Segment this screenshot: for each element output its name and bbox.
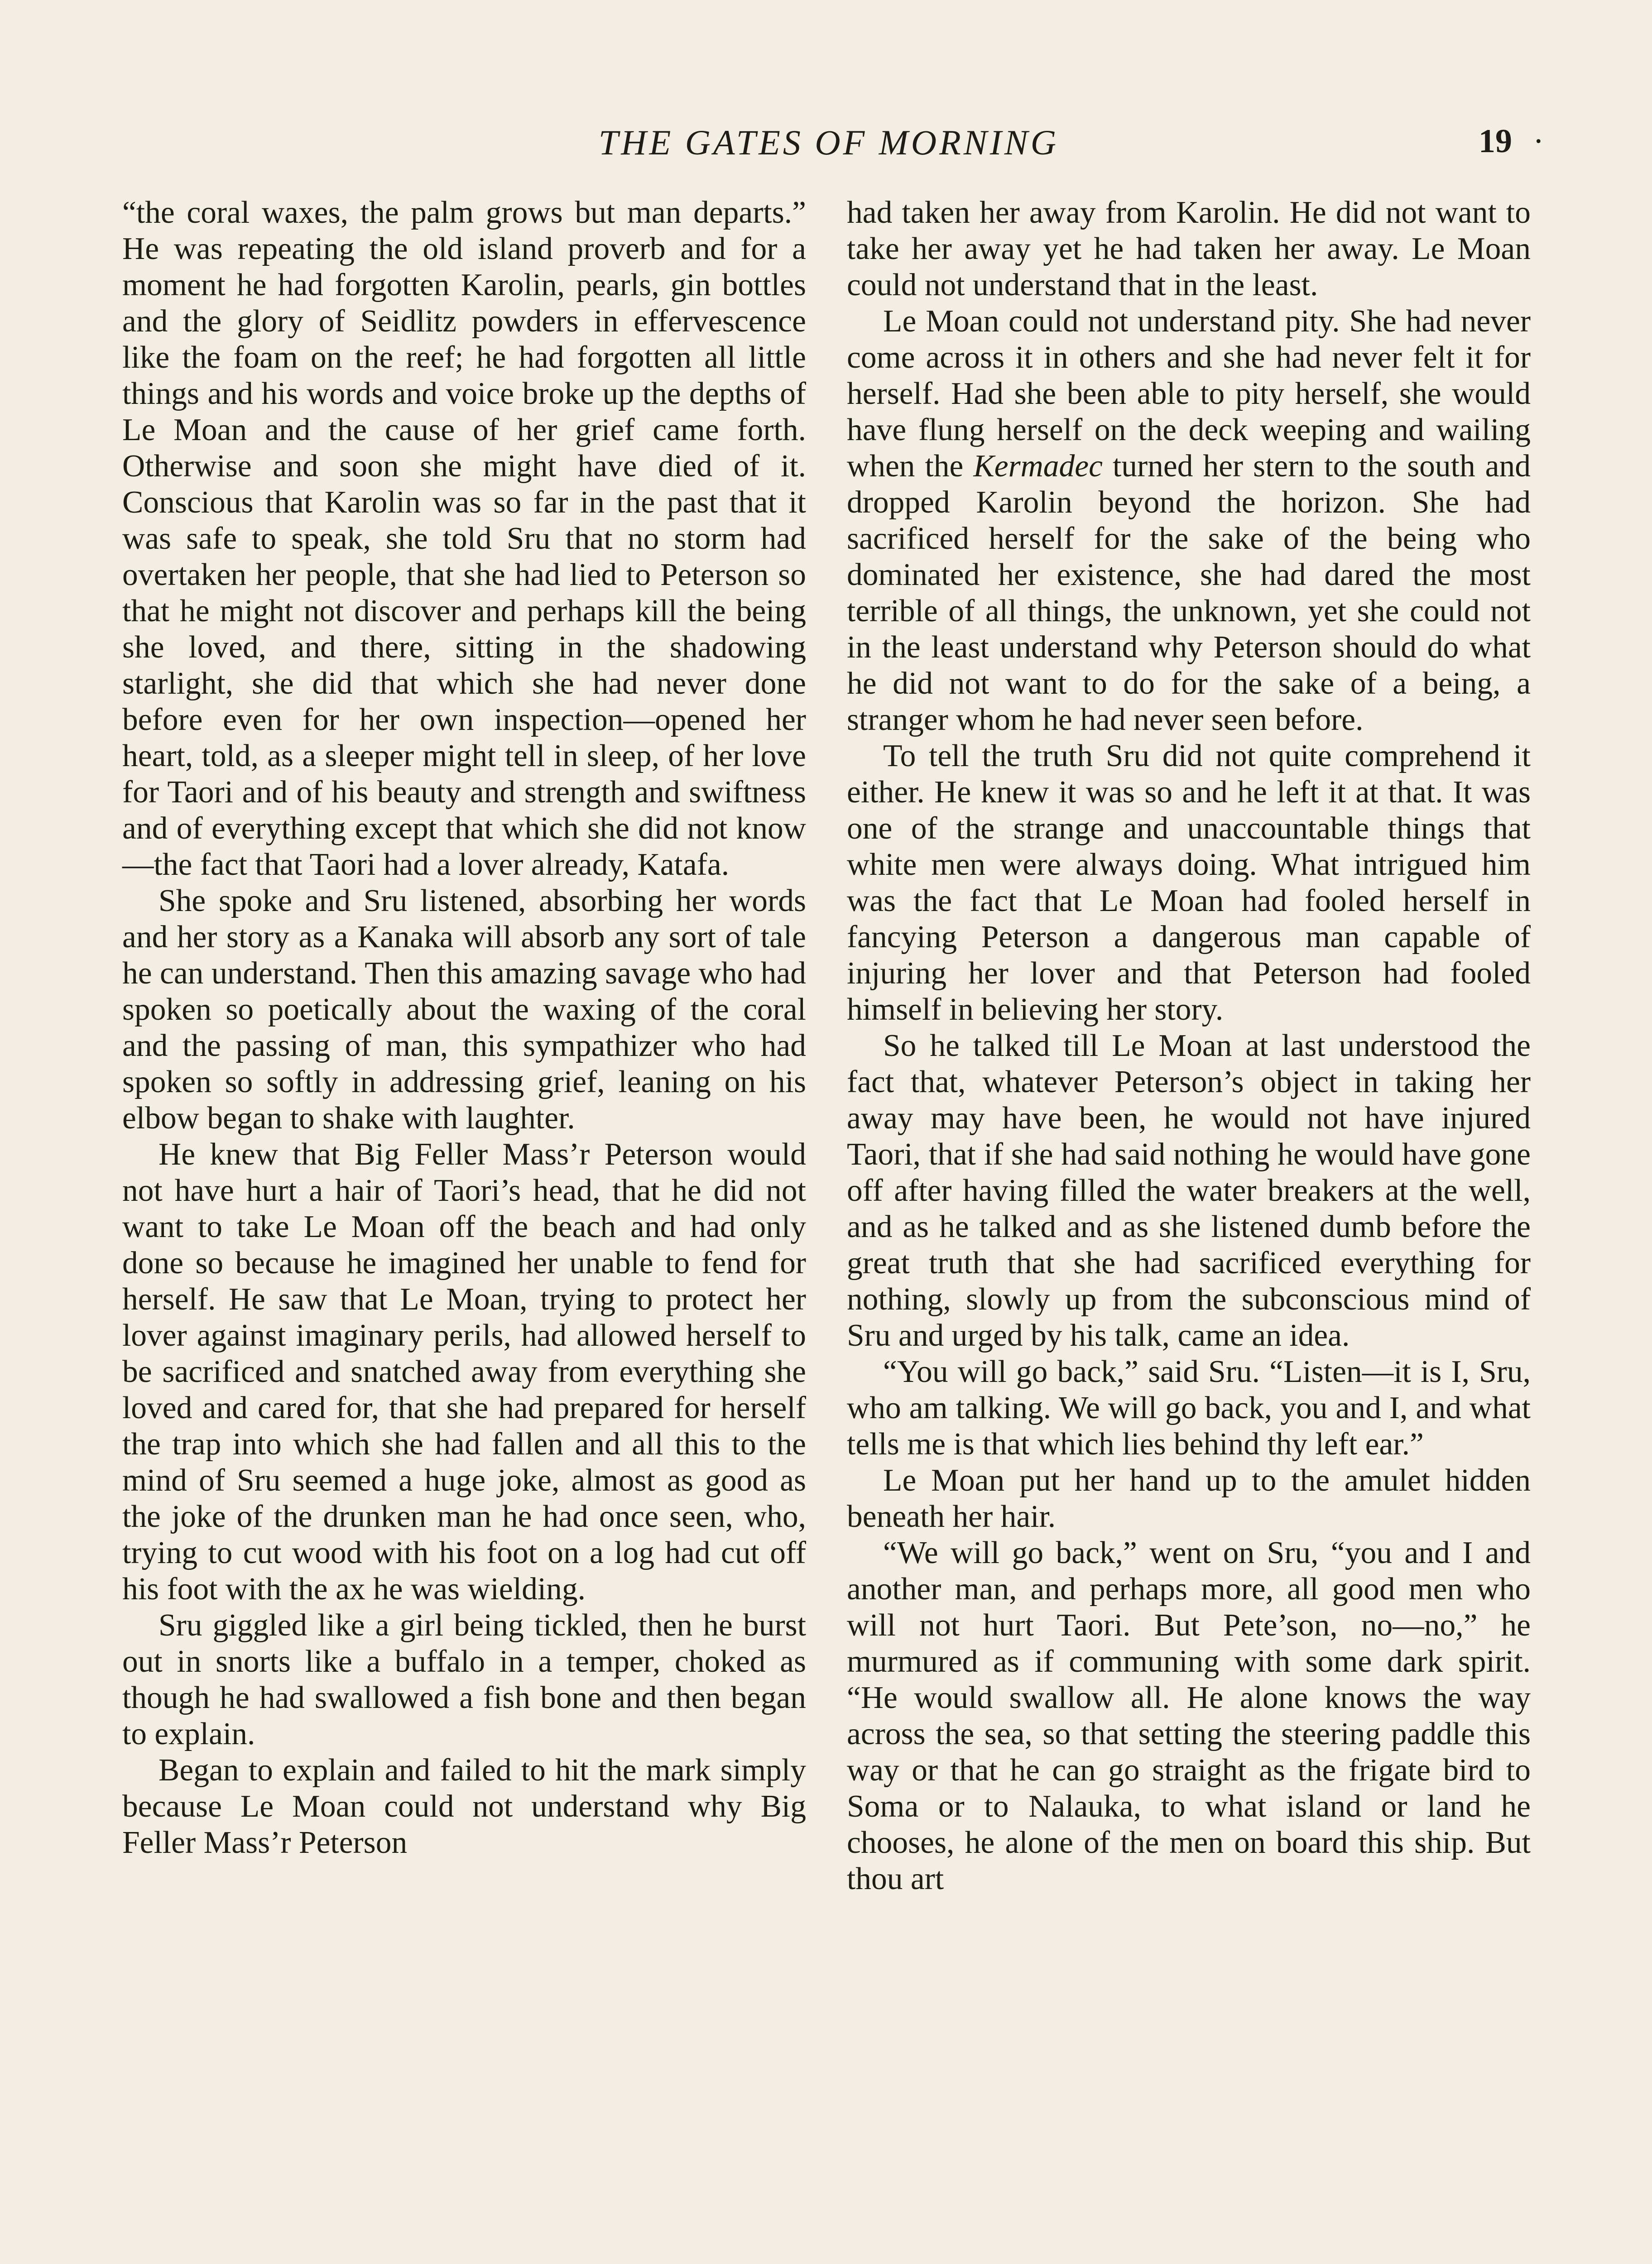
paragraph: To tell the truth Sru did not quite comprehend it either. He knew it was so and he left it at that. It was one of the strange and unaccountable things that white men were always doing. What intrigued him was the fact that Le Moan had fooled herself in fancying Peterson a dangerous man capable of injuring her lover and that Peterson had fooled himself in believing her story. — [847, 739, 1531, 1027]
paragraph: Sru giggled like a girl being tickled, then he burst out in snorts like a buffalo in a temper, choked as though he had swallowed a fish bone and then began to explain. — [122, 1608, 806, 1751]
paragraph: “We will go back,” went on Sru, “you and I and another man, and perhaps more, all good men who will not hurt Taori. But Pete’son, no—no,” he murmured as if communing with some dark spirit. “He would swallow all. He alone knows the way across the sea, so that setting the steering paddle this way or that he can go straight as the frigate bird to Soma or to Nalauka, to what island or land he chooses, he alone of the men on board this ship. But thou art — [847, 1535, 1531, 1896]
paragraph: had taken her away from Karolin. He did not want to take her away yet he had taken her away. Le Moan could not understand that in the least. — [847, 195, 1531, 302]
paragraph: “You will go back,” said Sru. “Listen—it is I, Sru, who am talking. We will go back, you and I, and what tells me is that which lies behind thy left ear.” — [847, 1354, 1531, 1462]
right-column — [847, 195, 1531, 2264]
paragraph: She spoke and Sru listened, absorbing her words and her story as a Kanaka will absorb any sort of tale he can understand. Then this amazing savage who had spoken so poetically about the waxing of the coral and the passing of man, this sympathizer who had spoken so softly in addressing grief, leaning on his elbow began to shake with laughter. — [122, 883, 806, 1136]
left-column — [122, 195, 806, 2264]
header-dot: · — [1533, 123, 1544, 160]
running-title: THE GATES OF MORNING — [598, 123, 1059, 162]
paragraph: He knew that Big Feller Mass’r Peterson would not have hurt a hair of Taori’s head, that he did not want to take Le Moan off the beach and had only done so because he imagined her unable to fend for herself. He saw that Le Moan, trying to protect her lover against imaginary perils, had allowed herself to be sacrificed and snatched away from everything she loved and cared for, that she had prepared for herself the trap into which she had fallen and all this to the mind of Sru seemed a huge joke, almost as good as the joke of the drunken man he had once seen, who, trying to cut wood with his foot on a log had cut off his foot with the ax he was wielding. — [122, 1137, 806, 1607]
paragraph: Le Moan put her hand up to the amulet hidden beneath her hair. — [847, 1463, 1531, 1534]
paragraph: “the coral waxes, the palm grows but man departs.” He was repeating the old island proverb and for a moment he had forgotten Karolin, pearls, gin bottles and the glory of Seidlitz powders in effervescence like the foam on the reef; he had forgotten all little things and his words and voice broke up the depths of Le Moan and the cause of her grief came forth. Otherwise and soon she might have died of it. Conscious that Karolin was so far in the past that it was safe to speak, she told Sru that no storm had overtaken her people, that she had lied to Peterson so that he might not discover and perhaps kill the being she loved, and there, sitting in the shadowing starlight, she did that which she had never done before even for her own inspection—opened her heart, told, as a sleeper might tell in sleep, of her love for Taori and of his beauty and strength and swiftness and of everything except that which she did not know—the fact that Taori had a lover already, Katafa. — [122, 195, 806, 882]
ship-name: Kermadec — [973, 449, 1103, 484]
paragraph: Began to explain and failed to hit the mark simply because Le Moan could not understand why Big Feller Mass’r Peterson — [122, 1753, 806, 1860]
paragraph-text: Le Moan could not understand pity. She had never come across it in others and she had never felt it for herself. Had she been able to pity herself, she would have flung herself on the deck weeping and wailing when the Kermadec turned her stern to the south and dropped Karolin beyond the horizon. She had sacrificed herself for the sake of the being who dominated her existence, she had dared the most terrible of all things, the unknown, yet she could not in the least understand why Peterson should do what he did not want to do for the sake of a being, a stranger whom he had never seen before. — [847, 304, 1531, 737]
paragraph: So he talked till Le Moan at last understood the fact that, whatever Peterson’s object in taking her away may have been, he would not have injured Taori, that if she had said nothing he would have gone off after having filled the water breakers at the well, and as he talked and as she listened dumb before the great truth that she had sacrificed everything for nothing, slowly up from the subconscious mind of Sru and urged by his talk, came an idea. — [847, 1028, 1531, 1353]
page-header — [0, 122, 1652, 172]
page-number: 19 — [1479, 123, 1512, 160]
paragraph-kermadec — [847, 303, 1531, 738]
